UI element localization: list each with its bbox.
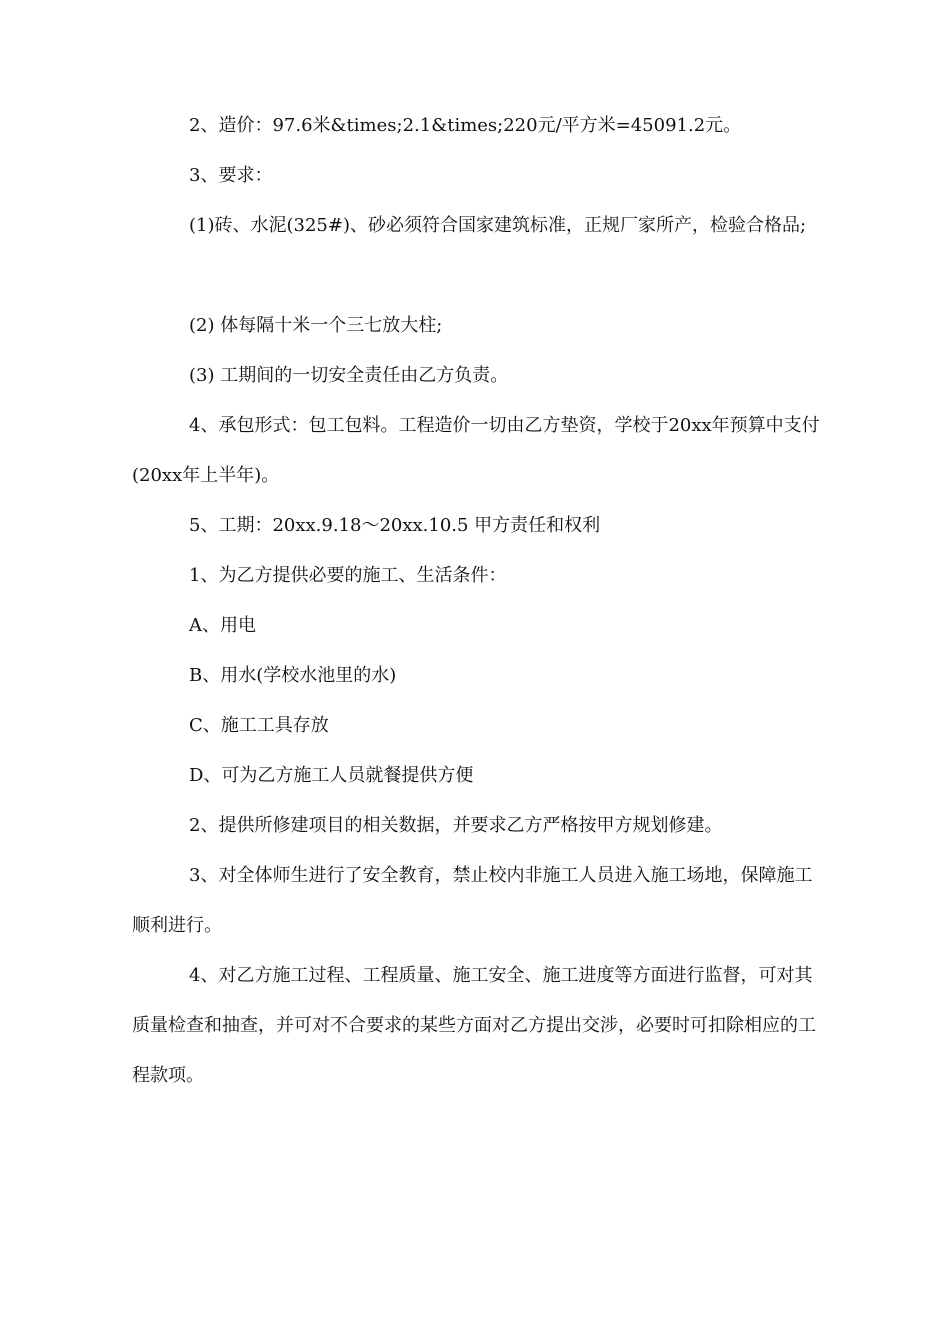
paragraph-cost: 2、造价：97.6米&times;2.1&times;220元/平方米=45091.2元。 [189,115,742,136]
paragraph-party-a-2: 2、提供所修建项目的相关数据，并要求乙方严格按甲方规划修建。 [189,815,723,836]
paragraph-party-a-3: 3、对全体师生进行了安全教育，禁止校内非施工人员进入施工场地，保障施工顺利进行。 [132,865,813,936]
paragraph-party-a-4: 4、对乙方施工过程、工程质量、施工安全、施工进度等方面进行监督，可对其质量检查和抽查，并可对不合要求的某些方面对乙方提出交涉，必要时可扣除相应的工程款项。 [132,965,816,1086]
list-item-water: B、用水(学校水池里的水) [189,665,397,686]
paragraph-requirements-heading: 3、要求： [189,165,273,186]
paragraph-schedule: 5、工期：20xx.9.18～20xx.10.5 甲方责任和权利 [189,515,601,536]
paragraph-contract-form: 4、承包形式：包工包料。工程造价一切由乙方垫资，学校于20xx年预算中支付(20xx年上半年)。 [132,415,820,486]
list-item-tool-storage: C、施工工具存放 [189,715,329,736]
list-item-electricity: A、用电 [189,615,256,636]
paragraph-requirement-1: (1)砖、水泥(325#)、砂必须符合国家建筑标准，正规厂家所产，检验合格品; [189,215,807,236]
list-item-meals: D、可为乙方施工人员就餐提供方便 [189,765,474,786]
paragraph-requirement-3: (3) 工期间的一切安全责任由乙方负责。 [189,365,509,386]
paragraph-party-a-1: 1、为乙方提供必要的施工、生活条件： [189,565,507,586]
paragraph-requirement-2: (2) 体每隔十米一个三七放大柱; [189,315,443,336]
